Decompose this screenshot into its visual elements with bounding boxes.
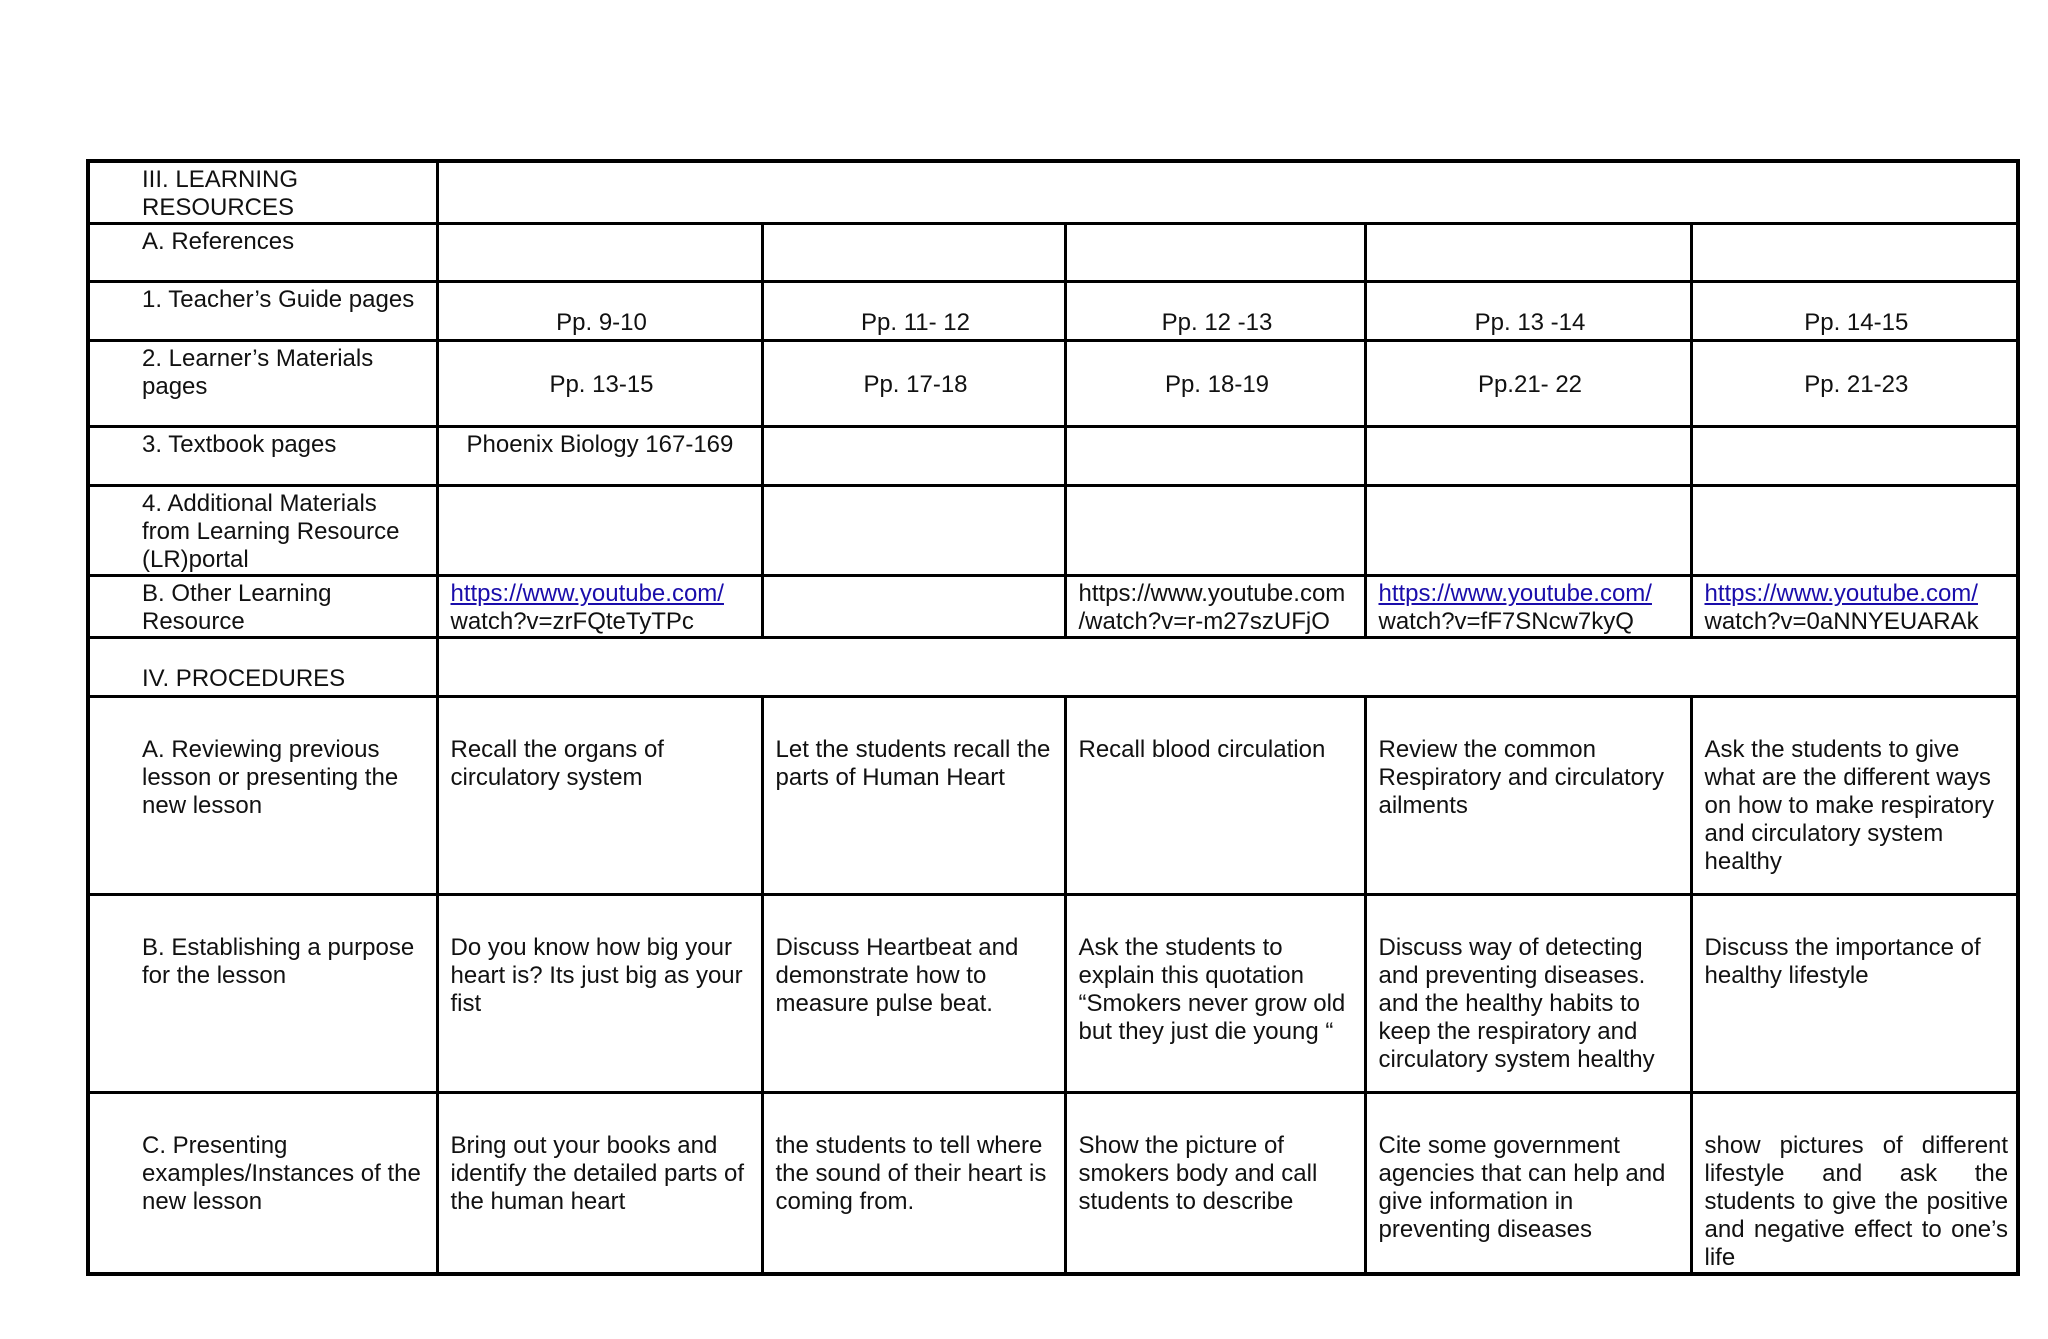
additional-materials-cell-4 xyxy=(1365,486,1691,576)
label-additional-materials: 4. Additional Materials from Learning Resource (LR)portal xyxy=(88,486,437,576)
purpose-cell-2: Discuss Heartbeat and demonstrate how to measure pulse beat. xyxy=(762,895,1065,1093)
teachers-guide-cell-4: Pp. 13 -14 xyxy=(1365,282,1691,341)
other-resources-cell-3 xyxy=(1065,576,1365,638)
cell-learning-resources-empty xyxy=(437,161,2018,224)
row-textbook xyxy=(88,427,2018,486)
label-teachers-guide: 1. Teacher’s Guide pages xyxy=(88,282,437,341)
learners-materials-cell-5: Pp. 21-23 xyxy=(1691,341,2018,427)
other-resources-cell-1 xyxy=(437,576,762,638)
purpose-cell-1: Do you know how big your heart is? Its just big as your fist xyxy=(437,895,762,1093)
cell-references-4 xyxy=(1365,224,1691,282)
teachers-guide-cell-2: Pp. 11- 12 xyxy=(762,282,1065,341)
youtube-link-4[interactable]: https://www.youtube.com/ xyxy=(1378,580,1652,607)
row-additional-materials xyxy=(88,486,2018,576)
textbook-cell-2 xyxy=(762,427,1065,486)
row-purpose xyxy=(88,895,2018,1093)
label-textbook: 3. Textbook pages xyxy=(88,427,437,486)
learners-materials-cell-1: Pp. 13-15 xyxy=(437,341,762,427)
cell-references-1 xyxy=(437,224,762,282)
presenting-cell-1: Bring out your books and identify the detailed parts of the human heart xyxy=(437,1093,762,1275)
purpose-cell-5: Discuss the importance of healthy lifestyle xyxy=(1691,895,2018,1093)
youtube-url-3-query: /watch?v=r-m27szUFjO xyxy=(1078,608,1330,635)
reviewing-cell-2: Let the students recall the parts of Human Heart xyxy=(762,697,1065,895)
youtube-link-5-query: watch?v=0aNNYEUARAk xyxy=(1704,608,1979,635)
additional-materials-cell-5 xyxy=(1691,486,2018,576)
textbook-cell-5 xyxy=(1691,427,2018,486)
learners-materials-cell-4: Pp.21- 22 xyxy=(1365,341,1691,427)
learners-materials-cell-3: Pp. 18-19 xyxy=(1065,341,1365,427)
reviewing-cell-4: Review the common Respiratory and circulatory ailments xyxy=(1365,697,1691,895)
row-learners-materials xyxy=(88,341,2018,427)
label-learners-materials: 2. Learner’s Materials pages xyxy=(88,341,437,427)
row-learning-resources xyxy=(88,161,2018,224)
row-references xyxy=(88,224,2018,282)
textbook-cell-4 xyxy=(1365,427,1691,486)
additional-materials-cell-3 xyxy=(1065,486,1365,576)
reviewing-cell-1: Recall the organs of circulatory system xyxy=(437,697,762,895)
other-resources-cell-2 xyxy=(762,576,1065,638)
additional-materials-cell-2 xyxy=(762,486,1065,576)
row-procedures xyxy=(88,638,2018,697)
additional-materials-cell-1 xyxy=(437,486,762,576)
label-procedures: IV. PROCEDURES xyxy=(88,638,437,697)
label-reviewing: A. Reviewing previous lesson or presenting the new lesson xyxy=(88,697,437,895)
label-other-resources: B. Other Learning Resource xyxy=(88,576,437,638)
teachers-guide-cell-5: Pp. 14-15 xyxy=(1691,282,2018,341)
youtube-link-4-query: watch?v=fF7SNcw7kyQ xyxy=(1378,608,1634,635)
teachers-guide-cell-3: Pp. 12 -13 xyxy=(1065,282,1365,341)
teachers-guide-cell-1: Pp. 9-10 xyxy=(437,282,762,341)
textbook-cell-1 xyxy=(437,427,762,486)
other-resources-cell-4 xyxy=(1365,576,1691,638)
label-purpose: B. Establishing a purpose for the lesson xyxy=(88,895,437,1093)
purpose-cell-4: Discuss way of detecting and preventing diseases. and the healthy habits to keep the respiratory and circulatory system healthy xyxy=(1365,895,1691,1093)
textbook-cell-3 xyxy=(1065,427,1365,486)
presenting-cell-2: the students to tell where the sound of their heart is coming from. xyxy=(762,1093,1065,1275)
textbook-cell-1-text: Phoenix Biology 167-169 xyxy=(466,431,734,458)
cell-references-2 xyxy=(762,224,1065,282)
row-reviewing xyxy=(88,697,2018,895)
other-resources-cell-5 xyxy=(1691,576,2018,638)
presenting-cell-5: show pictures of different lifestyle and ask the students to give the positive and negative effect to one’s life xyxy=(1691,1093,2018,1275)
row-presenting xyxy=(88,1093,2018,1275)
reviewing-cell-5: Ask the students to give what are the different ways on how to make respiratory and circulatory system healthy xyxy=(1691,697,2018,895)
label-references: A. References xyxy=(88,224,437,282)
row-other-resources xyxy=(88,576,2018,638)
youtube-link-1[interactable]: https://www.youtube.com/ xyxy=(450,580,724,607)
reviewing-cell-3: Recall blood circulation xyxy=(1065,697,1365,895)
youtube-link-1-query: watch?v=zrFQteTyTPc xyxy=(450,608,694,635)
lesson-plan-table xyxy=(86,159,2020,1276)
youtube-url-3: https://www.youtube.com xyxy=(1078,580,1346,607)
learners-materials-cell-2: Pp. 17-18 xyxy=(762,341,1065,427)
presenting-cell-4: Cite some government agencies that can help and give information in preventing diseases xyxy=(1365,1093,1691,1275)
row-teachers-guide xyxy=(88,282,2018,341)
purpose-cell-3: Ask the students to explain this quotation “Smokers never grow old but they just die young “ xyxy=(1065,895,1365,1093)
cell-procedures-empty xyxy=(437,638,2018,697)
label-presenting: C. Presenting examples/Instances of the new lesson xyxy=(88,1093,437,1275)
cell-references-5 xyxy=(1691,224,2018,282)
presenting-cell-3: Show the picture of smokers body and call students to describe xyxy=(1065,1093,1365,1275)
label-learning-resources: III. LEARNING RESOURCES xyxy=(88,161,437,224)
youtube-link-5[interactable]: https://www.youtube.com/ xyxy=(1704,580,1978,607)
cell-references-3 xyxy=(1065,224,1365,282)
